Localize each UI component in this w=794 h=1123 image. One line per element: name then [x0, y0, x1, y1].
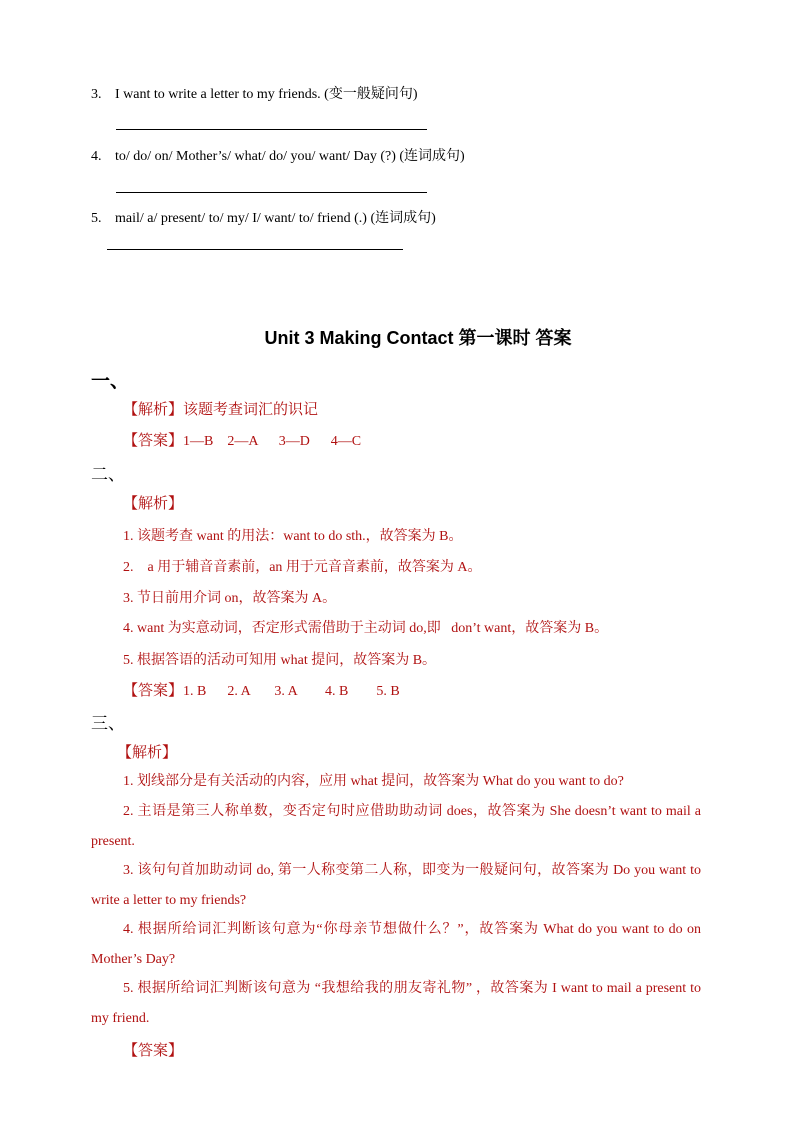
section-2-heading: 二、 — [91, 465, 125, 485]
section-1-analysis: 【解析】该题考查词汇的识记 — [123, 400, 319, 418]
question-5: 5. mail/ a/ present/ to/ my/ I/ want/ to/ friend (.) (连词成句) — [91, 211, 436, 226]
section-1-heading: 一、 — [91, 370, 130, 392]
section-1-answer: 【答案】1—B 2—A 3—D 4—C — [123, 431, 362, 449]
section-3-item-2: 2. 主语是第三人称单数，变否定句时应借助助动词 does，故答案为 She doesn’t want to mail a present. — [91, 804, 701, 849]
answer-line-5[interactable] — [107, 249, 403, 250]
question-3: 3. I want to write a letter to my friends. (变一般疑问句) — [91, 87, 418, 102]
section-2-item-5: 5. 根据答语的活动可知用 what 提问，故答案为 B。 — [123, 653, 437, 668]
section-3-answer-label: 【答案】 — [123, 1041, 184, 1059]
section-3-item-3: 3. 该句句首加助动词 do, 第一人称变第二人称，即变为一般疑问句，故答案为 Do you want to write a letter to my friends? — [91, 863, 701, 908]
section-3-item-1: 1. 划线部分是有关活动的内容，应用 what 提问，故答案为 What do you want to do? — [123, 774, 624, 789]
answer-title: Unit 3 Making Contact 第一课时 答案 — [264, 328, 572, 348]
section-3-item-4: 4. 根据所给词汇判断该句意为“你母亲节想做什么？”，故答案为 What do you want to do on Mother’s Day? — [91, 922, 701, 967]
section-2-item-1: 1. 该题考查 want 的用法：want to do sth.，故答案为 B。 — [123, 529, 463, 544]
section-3-heading: 三、 — [91, 714, 125, 734]
section-3-analysis-label: 【解析】 — [117, 743, 178, 761]
answer-line-4[interactable] — [116, 192, 427, 193]
section-2-item-2: 2. a 用于辅音音素前，an 用于元音音素前，故答案为 A。 — [123, 560, 482, 575]
question-4: 4. to/ do/ on/ Mother’s/ what/ do/ you/ want/ Day (?) (连词成句) — [91, 149, 465, 164]
answer-line-3[interactable] — [116, 129, 427, 130]
section-2-answer: 【答案】1. B 2. A 3. A 4. B 5. B — [123, 681, 400, 699]
section-2-analysis-label: 【解析】 — [123, 494, 184, 512]
section-3-item-5: 5. 根据所给词汇判断该句意为 “我想给我的朋友寄礼物” ，故答案为 I want to mail a present to my friend. — [91, 981, 701, 1026]
section-2-item-4: 4. want 为实意动词，否定形式需借助于主动词 do,即 don’t want，故答案为 B。 — [123, 621, 609, 636]
section-2-item-3: 3. 节日前用介词 on，故答案为 A。 — [123, 591, 337, 606]
